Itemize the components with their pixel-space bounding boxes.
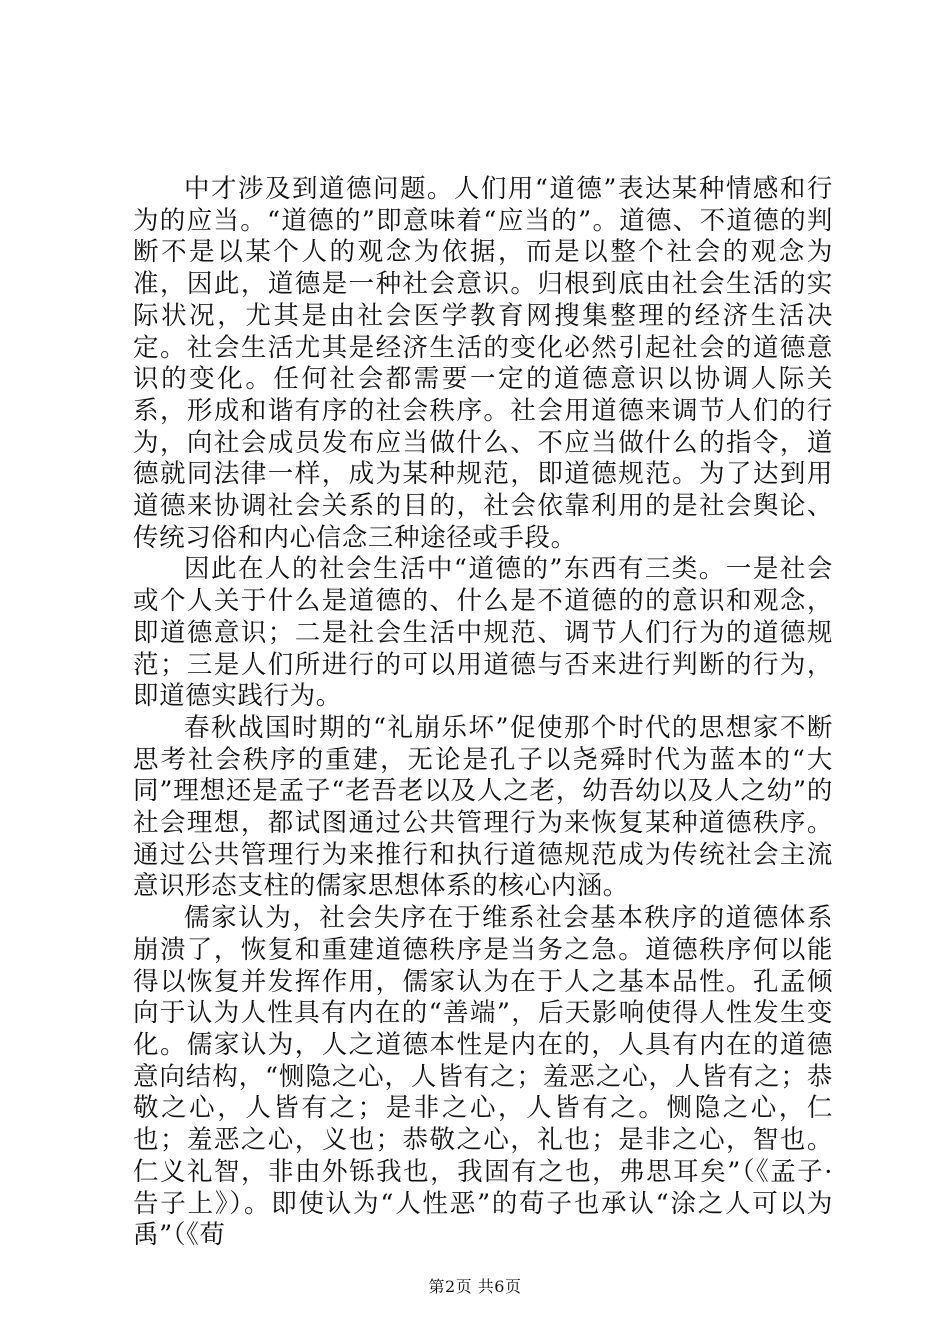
paragraph-2: 因此在人的社会生活中“道德的”东西有三类。一是社会或个人关于什么是道德的、什么是不道德的的意识和观念，即道德意识；二是社会生活中规范、调节人们行为的道德规范；三是人们所进行的可以用道德与否来进行判断的行为，即道德实践行为。 bbox=[133, 554, 833, 712]
paragraph-4: 儒家认为，社会失序在于维系社会基本秩序的道德体系崩溃了，恢复和重建道德秩序是当务之急。道德秩序何以能得以恢复并发挥作用，儒家认为在于人之基本品性。孔孟倾向于认为人性具有内在的“善端”，后天影响使得人性发生变化。儒家认为，人之道德本性是内在的，人具有内在的道德意向结构，“恻隐之心，人皆有之；羞恶之心，人皆有之；恭敬之心，人皆有之；是非之心，人皆有之。恻隐之心，仁也；羞恶之心，义也；恭敬之心，礼也；是非之心，智也。仁义礼智，非由外铄我也，我固有之也，弗思耳矣”（《孟子·告子上》）。即使认为“人性恶”的荀子也承认“涂之人可以为禹”（《荀 bbox=[133, 903, 833, 1251]
paragraph-3: 春秋战国时期的“礼崩乐坏”促使那个时代的思想家不断思考社会秩序的重建，无论是孔子以尧舜时代为蓝本的“大同”理想还是孟子“老吾老以及人之老，幼吾幼以及人之幼”的社会理想，都试图通过公共管理行为来恢复某种道德秩序。通过公共管理行为来推行和执行道德规范成为传统社会主流意识形态支柱的儒家思想体系的核心内涵。 bbox=[133, 712, 833, 902]
page-number-footer: 第2页 共6页 bbox=[428, 1277, 522, 1296]
paragraph-1: 中才涉及到道德问题。人们用“道德”表达某种情感和行为的应当。“道德的”即意味着“应当的”。道德、不道德的判断不是以某个人的观念为依据，而是以整个社会的观念为准，因此，道德是一种社会意识。归根到底由社会生活的实际状况，尤其是由社会医学教育网搜集整理的经济生活决定。社会生活尤其是经济生活的变化必然引起社会的道德意识的变化。任何社会都需要一定的道德意识以协调人际关系，形成和谐有序的社会秩序。社会用道德来调节人们的行为，向社会成员发布应当做什么、不应当做什么的指令，道德就同法律一样，成为某种规范，即道德规范。为了达到用道德来协调社会关系的目的，社会依靠利用的是社会舆论、传统习俗和内心信念三种途径或手段。 bbox=[133, 174, 833, 553]
document-body bbox=[133, 174, 833, 1252]
